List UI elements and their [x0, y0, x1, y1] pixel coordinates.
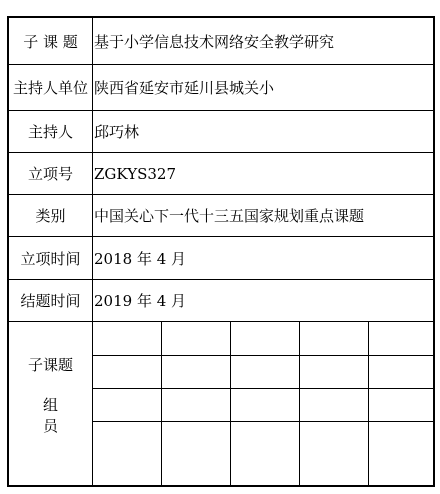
member-cell: [369, 356, 433, 389]
member-cell: [369, 322, 433, 356]
project-number-value: ZGKYS327: [94, 164, 177, 183]
project-number-label: 立项号: [9, 153, 93, 194]
members-label: [9, 322, 93, 485]
start-date-label: 立项时间: [9, 237, 93, 279]
member-cell: [162, 322, 231, 356]
members-label-line2: 组 员: [42, 396, 72, 435]
category-label: 类别: [9, 195, 93, 236]
member-cell: [93, 356, 162, 389]
host-unit-label: 主持人单位: [9, 65, 93, 110]
member-cell: [369, 389, 433, 422]
host-unit-value: 陕西省延安市延川县城关小: [94, 79, 275, 97]
member-cell: [300, 322, 369, 356]
member-cell: [300, 356, 369, 389]
end-date-label: 结题时间: [9, 280, 93, 321]
row-end-date: [9, 280, 433, 322]
host-label: 主持人: [9, 111, 93, 152]
row-members: [9, 322, 433, 485]
member-cell: [231, 322, 300, 356]
host-value: 邱巧林: [94, 123, 140, 141]
project-info-table: [7, 16, 435, 487]
member-cell: [162, 422, 231, 485]
member-cell: [231, 356, 300, 389]
row-host-unit: [9, 65, 433, 111]
members-grid: [93, 322, 433, 485]
member-cell: [162, 356, 231, 389]
category-value: 中国关心下一代十三五国家规划重点课题: [94, 207, 365, 225]
member-cell: [300, 389, 369, 422]
member-cell: [369, 422, 433, 485]
member-cell: [231, 389, 300, 422]
member-cell: [93, 422, 162, 485]
row-category: [9, 195, 433, 237]
row-subtopic: [9, 18, 433, 65]
row-project-number: [9, 153, 433, 195]
member-cell: [93, 389, 162, 422]
row-host: [9, 111, 433, 153]
subtopic-value: 基于小学信息技术网络安全教学研究: [94, 32, 335, 51]
subtopic-label: 子 课 题: [9, 18, 93, 64]
member-cell: [300, 422, 369, 485]
member-cell: [93, 322, 162, 356]
end-date-value: 2019 年 4 月: [94, 292, 187, 310]
row-start-date: [9, 237, 433, 280]
member-cell: [231, 422, 300, 485]
member-cell: [162, 389, 231, 422]
start-date-value: 2018 年 4 月: [94, 249, 187, 268]
members-label-line1: 子课题: [27, 356, 73, 374]
